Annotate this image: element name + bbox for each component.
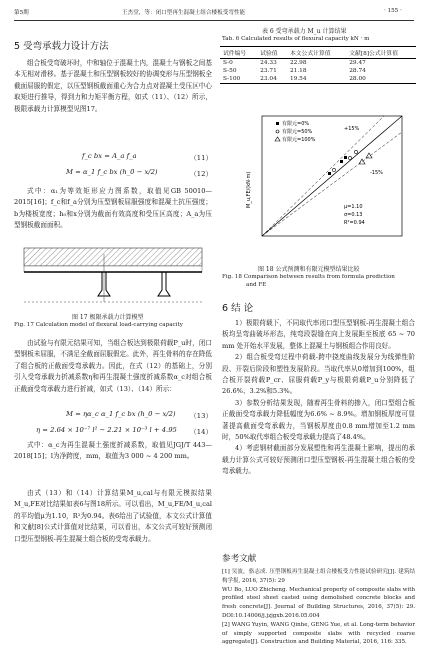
minus-15-label: -15% [370,170,383,176]
table-cell: 28.00 [349,76,366,82]
data-points [328,150,372,175]
table-cell: S-50 [223,68,237,74]
table-cell: 23.04 [260,76,277,82]
legend-label-1: 有限元=50% [282,129,313,135]
closed-rib [92,272,110,296]
equation-11: f_c bx = A_a f_a [82,152,137,160]
header-rule [14,20,414,21]
table-header-cell: 试件编号 [223,51,247,57]
table-6 [220,46,416,84]
figure-17-caption-cn: 图 17 极限承载力计算模型 [72,314,144,321]
conclusion-1: 1）极限荷载下，不同取代率闭口型压型钢板-再生混凝土组合板均呈弯曲破坏形态，纯弯段裂缝在向上发展距至板底 65 ~ 70 mm 处开始水平发展，整体上混凝土与钢板组合作用良好。 [222,319,415,350]
data-point [344,156,347,159]
table-cell: 21.18 [289,68,307,74]
equation-12: M = α_1 f_c bx (h_0 − x/2) [66,168,158,176]
r2-stat: R²=0.94 [344,220,365,226]
figure-17-caption-en: Fig. 17 Calculation model of flexural load-carrying capacity [14,322,183,328]
table-row [220,75,416,84]
plus-15-line [262,116,384,236]
reference-item: WU Bo, LUO Zhicheng. Mechanical property of composite slabs with profiled steel sheet casted using demolished concrete blocks and fresh concrete[J]. Journal of Building Structures, 2016, 37(5): 29. DOI:10.14006/j.jzjgxb.2016.05.004 [222,586,415,619]
paragraph-2 [14,186,212,232]
conclusion-3: 3）参数分析结果发现，随着再生骨料的掺入，闭口型组合板正截面受弯承载力降低幅度为6.6% ~ 8.9%。增加钢板厚度可显著提高截面受弯承载力，当钢板厚度由0.8 mm增加至1.2 mm时，50%取代率组合板受弯承载力提高了48.4%。 [222,398,415,442]
legend-marker-1 [276,130,279,133]
table-header-cell: 试验值 [260,51,278,57]
paragraph-1-text: 组合板受弯破坏时，中和轴位于混凝土内，混凝土与钢板之间基本无相对滑移。基于混凝土和压型钢板较好的协调变形与压型钢板全截面屈服的假定，以压型钢板截面重心为合力点对混凝土受压区中心取矩进行推导，得到力和力矩平衡方程，如式（11）、（12）所示，极限承载力计算模型见图17。 [14,59,212,113]
paragraph-5 [14,488,212,545]
equation-13: M = ηα_c α_1 f_c bx (h_0 − x/2) [66,410,176,418]
table-cell: S-0 [223,60,233,66]
plus-15-label: +15% [344,126,360,132]
data-point [366,153,372,158]
table-cell: 29.47 [349,60,366,66]
section-5-title: 5 受弯承载力设计方法 [14,41,109,52]
figure-17-diagram [22,244,206,308]
data-point [354,150,357,153]
references-list [222,568,415,647]
minus-15-line [262,132,402,236]
figure-18-plot [232,112,412,258]
reference-item: [1] 吴波，骆志成. 压型钢板再生混凝土组合楼板受力性能试验研究[J]. 建筑结构学报, 2016, 37(5): 29 [222,569,415,584]
table-cell: 19.54 [289,76,307,82]
closed-rib-2 [152,272,170,296]
figure-18-caption-en-1: Fig. 18 Comparison between results from formula prediction [222,274,395,280]
data-point [328,172,331,175]
legend-marker-2 [275,137,280,141]
table-header-cell: 本文公式计算值 [289,51,331,57]
legend-label-2: 有限元=100% [282,137,316,143]
table-row [220,59,416,68]
paragraph-4 [14,440,212,463]
conclusion-2: 2）组合板受弯过程中荷载-跨中挠度曲线发展分为线弹性阶段、开裂后阶段和塑性发展阶段。当取代率从0增加到100%，组合板开裂荷载P_cr、屈服荷载P_y与极限荷载P_u分别降低了26.6%、3.2%和5.3%。 [222,353,415,396]
issue-number: 第5期 [14,10,29,16]
table-cell: 28.74 [349,68,366,74]
table-header-cell: 文献[8]公式计算值 [349,51,399,57]
figure-18-caption-cn: 图 18 公式预测和有限元模型结果比较 [258,266,360,273]
table-header-row [220,47,416,59]
concrete-compression-zone [24,248,202,266]
paragraph-1 [14,58,212,115]
table-cell: S-100 [223,76,241,82]
data-point [332,168,335,171]
conclusions [222,318,415,478]
reference-item: [2] WANG Yuyin, WANG Qinhe, GENG Yue, et al. Long-term behavior of simply supported composite slabs with recycled coarse aggregate[J]. Construction and Building Material, 2016, 116: 335. [222,621,415,646]
table-row [220,67,416,75]
mu-stat: μ=1.10 [344,204,363,210]
paragraph-4-text: 式中：α_c为再生混凝土强度折减系数，取值见JGJ/T 443—2018[15]；l为净跨度，mm，取值为3 000 ~ 4 200 mm。 [14,441,212,461]
concrete-slab [24,266,202,272]
figure-18-caption-en-2: and FE [246,282,267,288]
data-point [348,156,351,159]
equation-12-number: （12） [190,170,213,178]
table-cell: 24.33 [260,60,277,66]
paragraph-3 [14,338,212,395]
equation-14: η = 2.64 × 10⁻⁷ l² − 2.21 × 10⁻³ l + 4.95 [36,426,177,434]
table-6-title-cn: 表 6 受弯承载力 M_u 计算结果 [262,28,347,35]
y-axis-label: M_u,FE/(kN·m) [246,171,252,208]
paragraph-3-text: 由试验与有限元结果可知，当组合板达到极限荷载P_u时，闭口型钢板未屈服，不满足全截面屈服假定。此外，再生骨料的存在降低了组合板的正截面受弯承载力。因此，在式（12）的基础上，分别引入受弯承载力折减系数η和再生混凝土强度折减系数α_c对组合板正截面受弯承载力进行折减，如式（13）、（14）所示： [14,339,212,393]
section-6-title: 6 结 论 [222,303,254,314]
equation-14-number: （14） [190,428,213,436]
references-title: 参考文献 [222,554,257,564]
paragraph-2-text: 式中：α₁为等效矩形应力图系数，取值见GB 50010—2015[16]；f_c和f_a分别为压型钢板屈服强度和混凝土抗压强度；b为楼板宽度；h₀和x分别为截面有效高度和受压区高度；A_a为压型钢板截面面积。 [14,187,212,230]
equation-11-number: （11） [190,154,213,162]
equation-13-number: （13） [190,412,213,420]
table-6-title-en: Tab. 6 Calculated results of flexural capacity kN · m [222,36,370,42]
table-cell: 22.98 [289,60,307,66]
table-cell: 23.71 [260,68,277,74]
legend-marker-0 [276,122,279,125]
sigma-stat: σ=0.13 [344,212,363,218]
legend-label-0: 有限元=0% [282,121,310,127]
paragraph-5-text: 由式（13）和（14）计算结果M_u,cal与有限元模拟结果M_u,FE对比结果如表6与图18所示。可以看出，M_u,FE/M_u,cal的平均值μ为1.10，R²为0.94。表6给出了试验值，本文公式计算值和文献[8]公式计算值对比结果，可以看出，本文公式可较好预测闭口型压型钢板-再生混凝土组合板的受弯承载力。 [14,489,212,543]
running-title: 王杰堂，等：闭口型再生混凝土组合楼板受弯性能 [122,10,246,16]
conclusion-4: 4）考虑钢材截面部分发展塑性和再生混凝土影响，提出的承载力计算公式可较好预测闭口型压型钢板-再生混凝土组合板的受弯承载力。 [222,444,415,476]
page-number: · 155 · [384,8,402,14]
data-point [340,160,343,163]
